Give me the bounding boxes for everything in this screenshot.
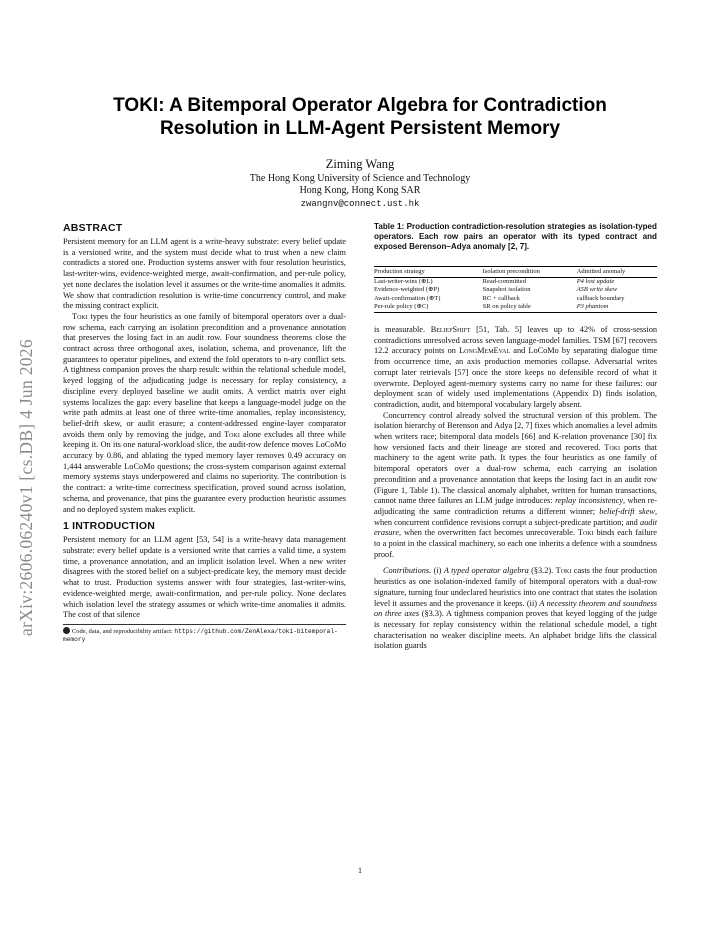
benchmark-name: BeliefShift: [430, 325, 471, 335]
table-caption: Table 1: Production contradiction-resolution strategies as isolation-typed operators. Each row pairs an operator with its typed contract and exposed Berenson–Adya anomaly [2, 7].: [374, 222, 657, 251]
table-cell: Read-committed: [482, 278, 526, 286]
table-cell: callback boundary: [576, 294, 625, 302]
footnote: [63, 624, 346, 644]
author-email[interactable]: zwangnv@connect.ust.hk: [300, 199, 420, 209]
table-cell: SR on policy table: [483, 303, 577, 313]
table-cell: P3 phantom: [577, 303, 657, 313]
introduction-text: Persistent memory for an LLM agent [53, 54] is a write-heavy data management substrate: every belief update is a versioned write that carries a valid time, a system time, a provenance annotation, and an implicit isolation level. When a new writer disagrees with the stored belief on a subject-predicate key, the memory must decide what to trust. Production systems answer with four strategies, last-writer-wins, evidence-weighted merge, await-confirmation, and per-rule policy. None declares which isolation level the strategy assumes or which write-time anomalies it admits. The cost of that silence: [63, 535, 346, 620]
affiliation-location: Hong Kong, Hong Kong SAR: [299, 185, 421, 196]
abstract-text: Persistent memory for an LLM agent is a write-heavy substrate: every belief update is a versioned write, and the system must decide what to trust when a new claim contradicts a stored one. Production systems answer with four resolution heuristics, last-writer-wins, evidence-weighted merge, await-confirmation, and per-rule policy, yet none declares the isolation level it assumes or the write-time anomalies it admits. We show that contradiction resolution is write-time concurrency control, and make the missing contract explicit.: [63, 237, 346, 311]
toki-name: Toki: [577, 528, 594, 538]
abstract-heading: ABSTRACT: [63, 222, 123, 234]
benchmark-name: LongMemEval: [459, 346, 511, 356]
table-cell: Await-confirmation (⊕T): [374, 294, 441, 302]
table-header-row: [374, 267, 657, 278]
strategies-table: [374, 266, 657, 313]
body-paragraph-2: Concurrency control already solved the structural version of this problem. The isolation hierarchy of Berenson and Adya [2, 7] fixes which anomalies a level admits when writers race; bitemporal data models [66] and K-relation provenance [30] fix how versioned facts and their lineage are stored and recovered. Toki ports that machinery to the agent write path. It types the four heuristics as one family of bitemporal operators over a dual-row schema, each carrying an isolation precondition and a provenance annotation that keeps the losing fact in an audit row (Figure 1, Table 1). The classical anomaly alphabet, written for human transactions, cannot name three failures an LLM judge introduces: replay inconsistency, when re-adjudicating the same contradiction returns a different winner; belief-drift skew, when concurrent confidence revisions corrupt a subject-predicate partition; and audit erasure, when the overwritten fact becomes unrecoverable. Toki binds each failure to a point in the classical machinery, so each one inherits a defence with a soundness proof.: [374, 410, 658, 559]
toki-name: Toki: [72, 311, 88, 321]
table-row: [374, 303, 657, 313]
left-column: [63, 222, 346, 644]
footnote-label: Code, data, and reproducibility artifact:: [72, 627, 175, 635]
table-header: Isolation precondition: [483, 267, 577, 278]
github-icon: [63, 627, 70, 634]
table-row: [374, 286, 657, 294]
right-column: [374, 222, 657, 652]
body-paragraph-3: Contributions. (i) A typed operator algebra (§3.2). Toki casts the four production heuristics as one isolation-indexed family of bitemporal operators with a dual-row signature, turning four undeclared heuristics into one contract that states the isolation level it assumes and the provenance it keeps. (ii) A necessity theorem and soundness on three axes (§3.3). A tightness companion proves that keyed logging of the judge is necessary for replay consistency within the relational schedule model, a tight characterisation no weaker discipline meets. An alphabet bridge lifts the classical isolation guards: [374, 566, 657, 651]
toki-name: Toki: [604, 442, 621, 452]
table-row: [374, 295, 657, 303]
table-header: Production strategy: [374, 267, 483, 278]
table-cell: Last-writer-wins (⊕L): [374, 278, 433, 286]
author-name: Ziming Wang: [325, 157, 395, 171]
abstract-text-2: Toki types the four heuristics as one family of bitemporal operators over a dual-row schema, each carrying an isolation precondition and a provenance annotation that preserves the losing fact in an audit row. Four soundness theorems close the contract across three orthogonal axes, isolation, schema, and provenance, lift the guarantees to operator pipelines, and extend the fold operators to n-ary conflict sets. A tightness companion proves the sharp result: within the relational schedule model, keyed logging of the adjudicating judge is necessary for replay consistency, a discipline every deployed baseline we audit omits. A verdict matrix over eight systems localizes the gap: every baseline that keeps a language-model judge on the write path admits at least one of three write-time anomalies, replay inconsistency, belief-drift skew, or audit erasure; a content-addressed engine-layer comparator avoids them only by removing the judge, and Toki alone excludes all three while keeping it. On its one natural-workload slice, the audit-row defence moves LoCoMo accuracy by 0.86, and ablating the typed memory layer removes 0.49 accuracy on 1,444 answerable LoCoMo questions; the cross-system comparison against external memory systems stays underpowered and claims no superiority. The contribution is the contract: a write-time correctness specification, proved sound across isolation, schema, and provenance, that pins the guarantee every production heuristic assumes and no deployed system makes explicit.: [63, 311, 346, 514]
introduction-heading: 1 INTRODUCTION: [63, 520, 156, 533]
table-cell: A5B write skew: [576, 286, 618, 294]
table-cell: Per-rule policy (⊕C): [374, 303, 483, 313]
body-paragraph-1: is measurable. BeliefShift [51, Tab. 5] leaves up to 42% of cross-session contradictions unresolved across seven language-model families. TSM [67] recovers 12.2 accuracy points on LongMemEval and LoCoMo by separating dialogue time from occurrence time, an axis production memories collapse. Adversarial writes corrupt later retrievals [57] once the store keeps no defensible record of what it overwrote. Deployed agent-memory systems carry no name for these failures: our deployment scan of widely used implementations (Appendix D) finds isolation, contradiction, audit, and bitemporal vocabulary largely absent.: [374, 325, 658, 409]
table-row: [374, 278, 657, 287]
affiliation-university: The Hong Kong University of Science and Technology: [249, 173, 471, 184]
table-cell: P4 lost update: [576, 278, 615, 286]
table-cell: Evidence-weighted (⊕P): [374, 286, 440, 294]
table-cell: RC + callback: [482, 294, 520, 302]
toki-name: Toki: [555, 566, 572, 576]
table-header: Admitted anomaly: [577, 267, 657, 278]
arxiv-stamp: arXiv:2606.06240v1 [cs.DB] 4 Jun 2026: [16, 339, 36, 636]
toki-name: Toki: [224, 429, 240, 439]
footnote-link[interactable]: https://github.com/ZenAlexa/toki-bitemporal-memory: [63, 627, 338, 643]
page-number: 1: [358, 866, 362, 875]
table-cell: Snapshot isolation: [482, 286, 531, 294]
paper-title: TOKI: A Bitemporal Operator Algebra for Contradiction Resolution in LLM-Agent Persistent Memory: [113, 95, 607, 139]
